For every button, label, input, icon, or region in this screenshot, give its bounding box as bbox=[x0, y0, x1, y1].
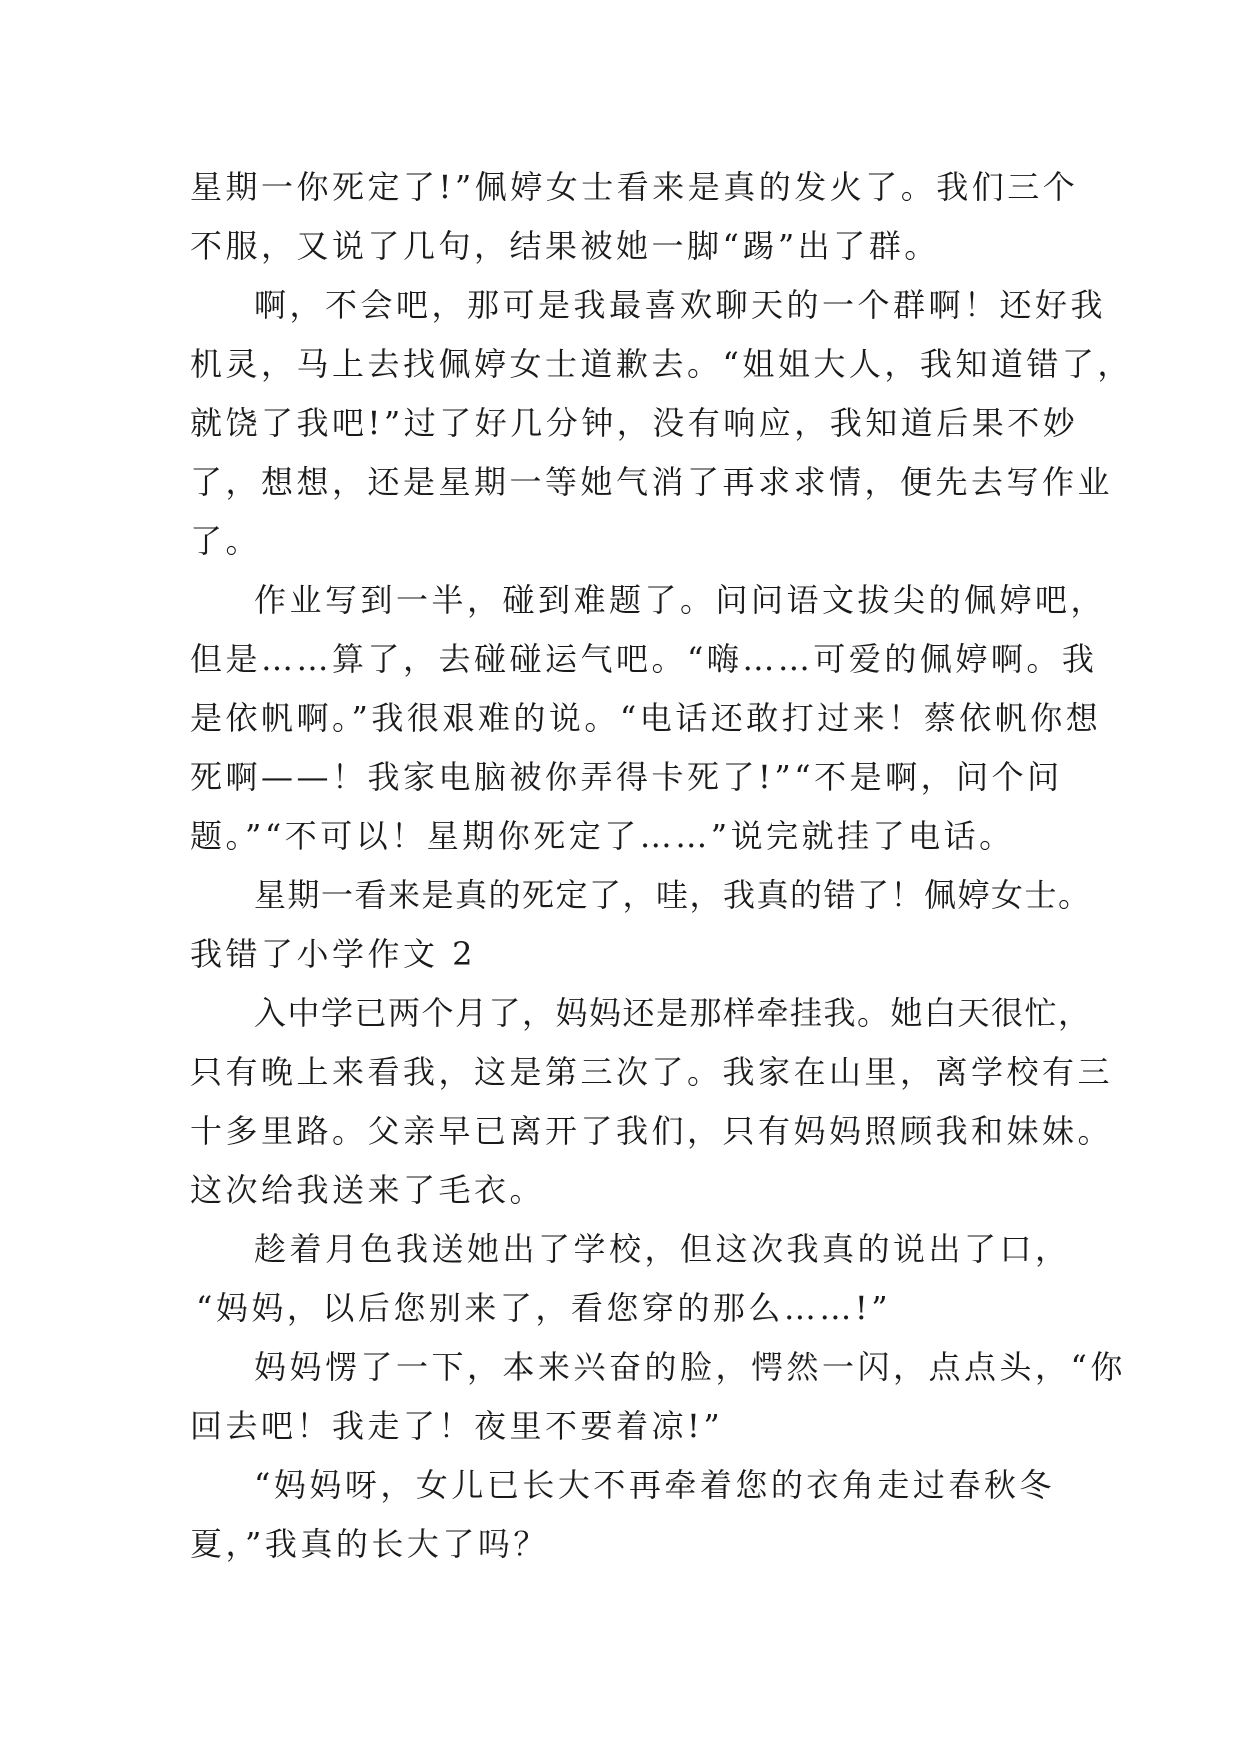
text-line: 夏，”我真的长大了吗？ bbox=[190, 1525, 549, 1563]
text-line: 了，想想，还是星期一等她气消了再求求情，便先去写作业 bbox=[190, 463, 1114, 501]
text-line: 是依帆啊。”我很艰难的说。“电话还敢打过来！蔡依帆你想 bbox=[190, 699, 1102, 737]
text-line: 只有晚上来看我，这是第三次了。我家在山里，离学校有三 bbox=[190, 1053, 1114, 1091]
text-line: “妈妈，以后您别来了，看您穿的那么……!” bbox=[196, 1289, 892, 1327]
paragraph-start-line: 趁着月色我送她出了学校，但这次我真的说出了口， bbox=[254, 1230, 1071, 1268]
paragraph-start-line: “妈妈呀，女儿已长大不再牵着您的衣角走过春秋冬 bbox=[254, 1466, 1055, 1504]
paragraph-start-line: 妈妈愣了一下，本来兴奋的脸，愕然一闪，点点头，“你 bbox=[254, 1348, 1126, 1386]
paragraph-start-line: 作业写到一半，碰到难题了。问问语文拔尖的佩婷吧， bbox=[254, 581, 1107, 619]
document-page bbox=[190, 158, 1133, 1574]
text-line: 不服，又说了几句，结果被她一脚“踢”出了群。 bbox=[190, 227, 940, 265]
text-line: 了。 bbox=[190, 522, 262, 560]
text-line: 就饶了我吧!”过了好几分钟，没有响应，我知道后果不妙 bbox=[190, 404, 1079, 442]
text-line: 题。”“不可以！星期你死定了……”说完就挂了电话。 bbox=[190, 817, 1015, 855]
text-line: 这次给我送来了毛衣。 bbox=[190, 1171, 546, 1209]
paragraph-start-line: 星期一看来是真的死定了，哇，我真的错了！佩婷女士。 bbox=[254, 876, 1092, 914]
section-title: 我错了小学作文 2 bbox=[190, 935, 477, 973]
text-line: 十多里路。父亲早已离开了我们，只有妈妈照顾我和妹妹。 bbox=[190, 1112, 1114, 1150]
paragraph-start-line: 啊，不会吧，那可是我最喜欢聊天的一个群啊！还好我 bbox=[254, 286, 1107, 324]
text-line: 星期一你死定了!”佩婷女士看来是真的发火了。我们三个 bbox=[190, 168, 1079, 206]
text-line: 机灵，马上去找佩婷女士道歉去。“姐姐大人，我知道错了， bbox=[190, 345, 1133, 383]
text-line: 回去吧！我走了！夜里不要着凉!” bbox=[190, 1407, 724, 1445]
text-line: 死啊——！我家电脑被你弄得卡死了!”“不是啊，问个问 bbox=[190, 758, 1063, 796]
text-line: 但是……算了，去碰碰运气吧。“嗨……可爱的佩婷啊。我 bbox=[190, 640, 1098, 678]
paragraph-start-line: 入中学已两个月了，妈妈还是那样牵挂我。她白天很忙， bbox=[254, 994, 1092, 1032]
